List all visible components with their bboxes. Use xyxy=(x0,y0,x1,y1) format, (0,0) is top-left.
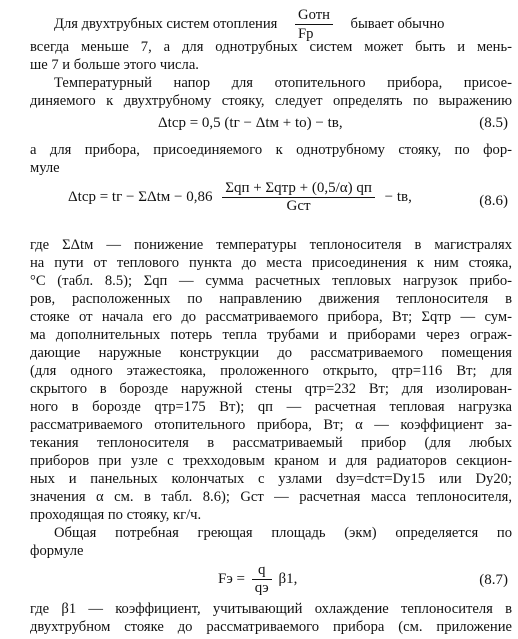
text-line: диняемого к двухтрубному стояку, следует определять по выражению xyxy=(30,93,512,109)
text-line: Общая потребная греющая площадь (экм) определяется по xyxy=(54,525,512,541)
fraction-numerator: Σqп + Σqтр + (0,5/α) qп xyxy=(222,180,375,198)
text-line: Температурный напор для отопительного прибора, присое- xyxy=(54,75,512,91)
text-line: рассматриваемого отопительного прибора, Вт; α — коэффициент за- xyxy=(30,417,512,433)
text-line: ных и панельных колончатых с узлами dзу=dст=Dу15 или Dу20; xyxy=(30,471,512,487)
fraction-numerator: q xyxy=(252,562,272,580)
text-line: формуле xyxy=(30,543,84,559)
equation-number: (8.5) xyxy=(479,115,508,131)
text-line: текания теплоносителя в рассматриваемый прибор (для любых xyxy=(30,435,512,451)
text-line: ма дополнительных потерь тепла трубами и приборами через ограж- xyxy=(30,327,512,343)
text-line: приборов при узле с трехходовым краном и для радиаторов секцион- xyxy=(30,453,512,469)
text-line: °С (табл. 8.5); Σqп — сумма расчетных тепловых нагрузок прибо- xyxy=(30,273,512,289)
ratio-numerator: Gотн xyxy=(295,6,333,25)
equation-8-5: Δtср = 0,5 (tг − Δtм + tо) − tв, xyxy=(158,115,343,131)
text-line: Для двухтрубных систем отопления $\frac{\text{Gотн}}{Fр}$ бывает обычно xyxy=(54,7,445,42)
text-line: ного в борозде qтр=175 Вт); qп — расчетная тепловая нагрузка xyxy=(30,399,512,415)
text-line: где ΣΔtм — понижение температуры теплоносителя в магистралях xyxy=(30,237,512,253)
text-line: стояке от начала его до рассматриваемого прибора, Вт; Σqтр — сум- xyxy=(30,309,512,325)
text-line: двухтрубном стояке до рассматриваемого прибора (см. приложение xyxy=(30,619,512,635)
text-line: проходящая по стояку, кг/ч. xyxy=(30,507,202,523)
equation-number: (8.6) xyxy=(479,193,508,209)
text-line: муле xyxy=(30,160,60,176)
fraction-denominator: qэ xyxy=(254,580,269,596)
equation-8-6-fraction xyxy=(222,180,375,215)
equation-8-7-fraction xyxy=(252,562,272,597)
text-line: ров, расположенных по направлению движения теплоносителя в xyxy=(30,291,512,307)
equation-8-7: Fэ = $\frac{q}{qэ}$ β1, xyxy=(218,562,298,596)
text-line: а для прибора, присоединяемого к однотрубному стояку, по фор- xyxy=(30,142,512,158)
text-line: всегда меньше 7, а для однотрубных систем может быть и мень- xyxy=(30,39,512,55)
text-line: дающие наружные конструкции до рассматриваемого помещения xyxy=(30,345,512,361)
fraction-denominator: Gст xyxy=(286,198,311,214)
text-line: (для одного этажестояка, проложенного открыто, qтр=116 Вт; для xyxy=(30,363,512,379)
ratio-denominator: Fр xyxy=(298,26,314,42)
text-line: значения α см. в табл. 8.6); Gст — расчетная масса теплоносителя, xyxy=(30,489,512,505)
equation-number: (8.7) xyxy=(479,572,508,588)
text-line: на пути от теплового пункта до места присоединения к ним стояка, xyxy=(30,255,512,271)
equation-8-6: Δtср = tг − ΣΔtм − 0,86 $\frac{\text{Σqп + Σqтр + (0,5/α) qп}}{\text{Gст}}$ − tв, xyxy=(68,180,412,214)
text-line: скрытого в борозде наружной стены qтр=232 Вт; для изолирован- xyxy=(30,381,512,397)
text-line: где β1 — коэффициент, учитывающий охлаждение теплоносителя в xyxy=(30,601,512,617)
text-line: ше 7 и больше этого числа. xyxy=(30,57,199,73)
